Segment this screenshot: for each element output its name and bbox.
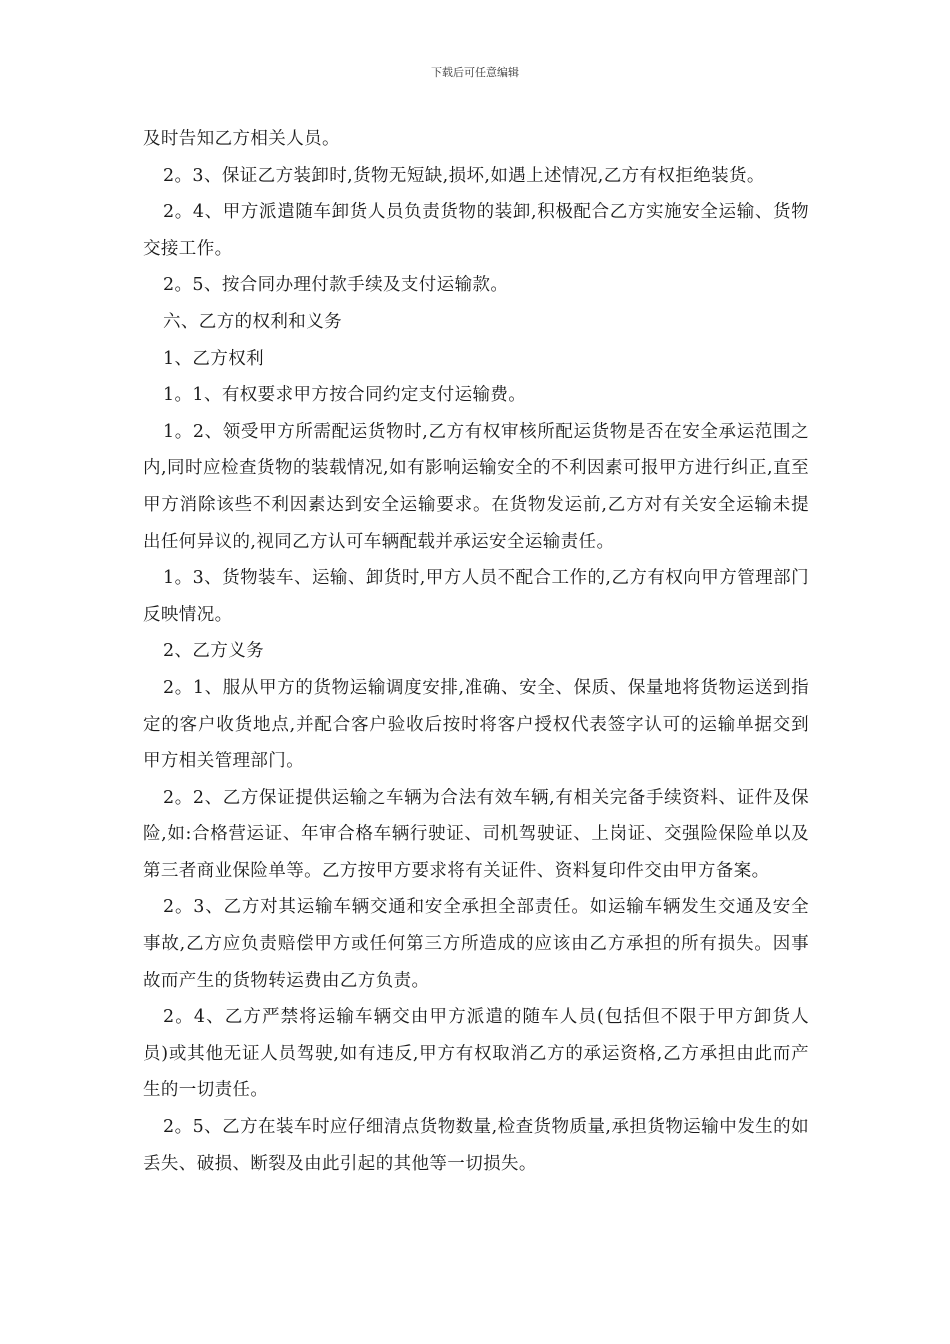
paragraph: 1。3、货物装车、运输、卸货时,甲方人员不配合工作的,乙方有权向甲方管理部门反映情况。 (143, 568, 809, 625)
paragraph: 1。1、有权要求甲方按合同约定支付运输费。 (163, 385, 527, 406)
paragraph: 2。4、乙方严禁将运输车辆交由甲方派遣的随车人员(包括但不限于甲方卸货人员)或其他无证人员驾驶,如有违反,甲方有权取消乙方的承运资格,乙方承担由此而产生的一切责任。 (143, 1007, 809, 1101)
paragraph: 及时告知乙方相关人员。 (143, 129, 340, 149)
subsection-heading: 1、乙方权利 (163, 348, 265, 369)
paragraph: 2。3、乙方对其运输车辆交通和安全承担全部责任。如运输车辆发生交通及安全事故,乙方应负责赔偿甲方或任何第三方所造成的应该由乙方承担的所有损失。因事故而产生的货物转运费由乙方负责。 (143, 897, 809, 991)
page-header: 下载后可任意编辑 (431, 66, 519, 79)
document-body (143, 121, 809, 1182)
paragraph: 2。3、保证乙方装卸时,货物无短缺,损坏,如遇上述情况,乙方有权拒绝装货。 (163, 165, 765, 186)
paragraph: 2。5、乙方在装车时应仔细清点货物数量,检查货物质量,承担货物运输中发生的如丢失、破损、断裂及由此引起的其他等一切损失。 (143, 1117, 809, 1174)
section-heading: 六、乙方的权利和义务 (163, 311, 342, 332)
paragraph: 2。1、服从甲方的货物运输调度安排,准确、安全、保质、保量地将货物运送到指定的客户收货地点,并配合客户验收后按时将客户授权代表签字认可的运输单据交到甲方相关管理部门。 (143, 677, 809, 772)
paragraph: 2。5、按合同办理付款手续及支付运输款。 (163, 275, 509, 296)
subsection-heading: 2、乙方义务 (163, 641, 265, 662)
paragraph: 1。2、领受甲方所需配运货物时,乙方有权审核所配运货物是否在安全承运范围之内,同时应检查货物的装载情况,如有影响运输安全的不利因素可报甲方进行纠正,直至甲方消除该些不利因素达到安全运输要求。在货物发运前,乙方对有关安全运输未提出任何异议的,视同乙方认可车辆配载并承运安全运输责任。 (143, 421, 809, 552)
paragraph: 2。4、甲方派遣随车卸货人员负责货物的装卸,积极配合乙方实施安全运输、货物交接工作。 (143, 202, 809, 259)
paragraph: 2。2、乙方保证提供运输之车辆为合法有效车辆,有相关完备手续资料、证件及保险,如:合格营运证、年审合格车辆行驶证、司机驾驶证、上岗证、交强险保险单以及第三者商业保险单等。乙方按甲方要求将有关证件、资料复印件交由甲方备案。 (143, 787, 809, 881)
